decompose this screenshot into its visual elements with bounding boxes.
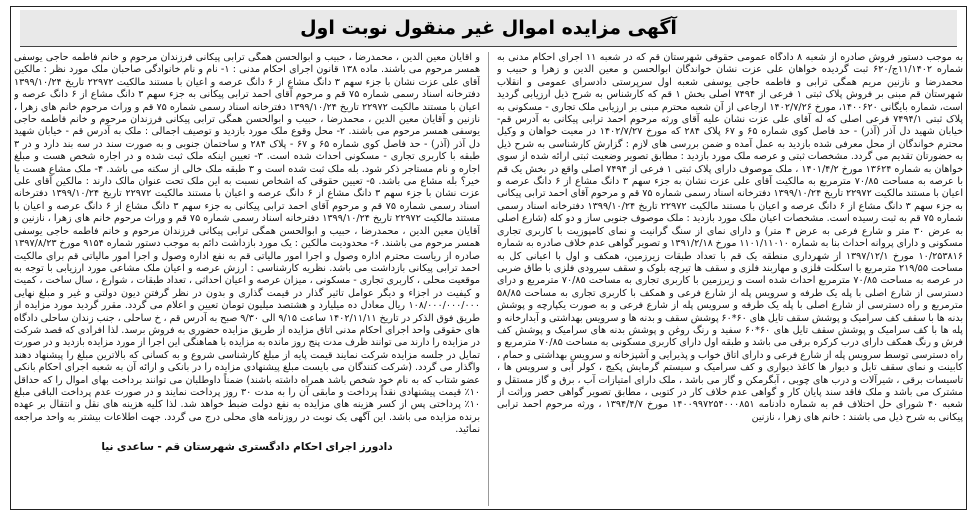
notice-columns — [14, 52, 963, 506]
title-bar — [20, 10, 957, 47]
right-column — [497, 52, 963, 506]
notice-title: آگهی مزایده اموال غیر منقول نوبت اول — [300, 17, 677, 39]
column-divider — [488, 52, 489, 506]
right-column-text: به موجب دستور فروش صادره از شعبه ۸ دادگاه عمومی حقوقی شهرستان قم که در شعبه ۱۱ اجرای احکام مدنی به شماره ۱۱/۱۴۰۲ج/۶۲۰ ثبت گردیده خواهان علی عزت نشان خواندگان ابوالحسن و معین الدین و زهرا و حبیب و محمدرضا و نازنین مریم همگی ترابی و فاطمه حاجی یوسفی شعبه اول سرپرستی دادسرای عمومی و انقلاب شهرستان قم مبنی بر فروش پلاک ثبتی ۱ فرعی از ۷۴۹۴ اصلی بخش ۱ قم که کارشناس به شرح ذیل ارزیابی گردید است، شماره بایگانی ۱۴۰۰۶۲۰، مورخ ۱۴۰۲/۷/۲۶ ارجاعی از آن شعبه محترم مبنی بر ارزیابی ملک تجاری - مسکونی به پلاک ثبتی ۷۴۹۴/۱ فرعی اصلی که له آقای علی عزت نشان علیه آقای ورثه مرحوم احمد ترابی پیکانی به آدرس قم- خیابان شهید دل آذر (آذر) - حد فاصل کوی شماره ۶۵ و ۶۷ پلاک ۲۸۴ که مورخ ۱۴۰۲/۷/۲۷ در معیت خواهان و وکیل محترم خواندگان از محل معرفی شده بازدید به عمل آمده و ضمن بررسی های لازم : گزارش کارشناسی به شرح ذیل به حضورتان تقدیم می گردد. مشخصات ثبتی و عرصه ملک مورد بازدید : مطابق تصویر وضعیت ثبتی ارائه شده از سوی خواهان به شماره ۱۳۶۲۴ مورخ ۱۴۰۱/۴/۲ ، ملک موصوف دارای پلاک ثبتی ۱ فرعی از ۷۴۹۴ اصلی واقع در بخش یک قم با عرصه به مساحت ۷۰/۸۵ مترمربع به مالکیت آقای علی عزت نشان به جزء سهم ۳ دانگ مشاع از ۶ دانگ عرصه و اعیان با مستند مالکیت ۲۲۹۷۲ تاریخ ۱۳۹۹/۱۰/۲۴ دفترخانه اسناد رسمی شماره ۷۵ قم و مرحوم آقای احمد ترابی پیکانی به جزء سهم ۳ دانگ مشاع از ۶ دانگ عرصه و اعیان با مستند مالکیت ۲۲۹۷۲ تاریخ ۱۳۹۹/۱۰/۲۴ دفترخانه اسناد رسمی شماره ۷۵ قم به ثبت رسیده است. مشخصات اعیان ملک مورد بازدید : ملک موصوف جنوبی ساز و دو کله (شارع اصلی به عرض ۳۰ متر و شارع فرعی به عرض ۴ متر) و دارای نمای از سنگ گرانیت و نمای کامپوزیت با کاربری تجاری مسکونی و دارای پروانه احداث بنا به شماره ۱۱۰۱/۱۱۰۱۰ مورخ ۱۳۹۱/۲/۱۸ و تصویر گواهی عدم خلاف صادره به شماره ۱۰/۲۵۳۸۱۶ مورخ ۱۳۹۷/۱۲/۱ از شهرداری منطقه یک قم با تعداد طبقات زیرزمین، همکف و اول با اعیانی کل به مساحت ۲۱۹/۵۵ مترمربع با اسکلت فلزی و مهاربند فلزی و سقف ها تیرچه بلوک و سقف سیرودی فلزی با طاق ضربی در عرصه به مساحت ۷۰/۸۵ مترمربع احداث شده است و زیرزمین با کاربری تجاری به مساحت ۷۰/۸۵ مترمربع و درای دسترسی از شارع اصلی با پله یک طرفه و سرویس پله از شارع فرعی و همکف با کاربری تجاری به مساحت ۵۸/۸۵ مترمربع و راه دسترسی از شارع اصلی با پله یک طرفه و سرویس پله از شارع فرعی و به صورت یکپارچه و پوشش بدنه ها با سقف کف سرامیک و پوشش سقف تایل های ۶۰*۶۰ پوشش سقف و بدنه ها و سرویس بهداشتی و آبدارخانه و پله ها با کف سرامیک و پوشش سقف تایل های ۶۰*۶۰ سفید و رنگ روغن و پوشش بدنه های سرامیک و پوشش کف فرش و رنگ همکف دارای درب کرکره برقی می باشد و طبقه اول دارای کاربری مسکونی به مساحت ۷۰/۸۵ مترمربع و راه دسترسی توسط سرویس پله از شارع فرعی و دارای اتاق خواب و پذیرایی و آشپزخانه و سرویس بهداشتی و حمام ، کابینت و نمای سقف تایل و دیوار ها کاغذ دیواری و کف سرامیک و سیستم گرمایش پکیج ، کولر آبی و سرویس ها ، تاسیسات برقی ، شیرآلات و درب های چوبی ، آبگرمکن و گاز می باشد ، ملک دارای امتیازات آب ، برق و گاز مستقل و مشترک می باشد و ملک فاقد سند پایان کار و گواهی عدم خلاف کار در کتوبی ، مطابق تصویر گواهی حصر وراثت از شعبه ۴۰ شورای حل اختلاف قم به شماره دادنامه ۱۴۰۰۹۹۷۲۵۴۰۰۰۸۵۱ مورخ ۱۳۹۴/۴/۷ ، ورثه مرحوم احمد ترابی پیکانی به شرح ذیل می باشند : خانم های زهرا ، نازنین — [497, 52, 963, 423]
left-column-text: و آقایان معین الدین ، محمدرضا ، حبیب و ابوالحسن همگی ترابی پیکانی فرزندان مرحوم و خانم فاطمه حاجی یوسفی همسر مرحوم می باشند. ماده ۱۳۸ قانون اجرای احکام مدنی : ۱- نام و نام خانوادگی صاحبان ملک مورد نظر : مالکین آقای علی عزت نشان با جزء سهم ۳ دانگ مشاع از ۶ دانگ عرصه و اعیان با مستند مالکیت ۲۲۹۷۲ تاریخ ۱۳۹۹/۱۰/۲۴ دفترخانه اسناد رسمی شماره ۷۵ قم و مرحوم آقای احمد ترابی پیکانی به جزء سهم ۳ دانگ مشاع از ۶ دانگ عرصه و اعیان با مستند مالکیت ۲۲۹۷۲ تاریخ ۱۳۹۹/۱۰/۲۴ دفترخانه اسناد رسمی شماره ۷۵ قم و وراث مرحوم خانم های زهرا ، نازنین و آقایان معین الدین ، محمدرضا ، حبیب و ابوالحسن همگی ترابی پیکانی فرزندان مرحوم و خانم فاطمه حاجی یوسفی همسر مرحوم می باشند. ۲- محل وقوع ملک مورد بازدید و توصیف اجمالی : ملک به آدرس قم - خیابان شهید دل آذر (آذر) - حد فاصل کوی شماره ۶۵ و ۶۷ - پلاک ۲۸۴ و ساختمان جنوبی و به صورت سند در سه بند دارد و در ۳ طبقه با کاربری تجاری - مسکونی احداث شده است. ۳- تعیین اینکه ملک ثبت شده و در اجاره شخص هست و مبلغ اجاره و نام مستاجر ذکر شود. بله ملک ثبت شده است و ۳ طبقه ملک خالی از سکنه می باشد. ۴- ملک مشاع هست یا خیر؟ بله مشاع می باشد. ۵- تعیین حقوقی که اشخاص نسبت به این ملک تحت عنوان مالک دارند : مالکین آقای علی عزت نشان با جزء سهم ۳ دانگ مشاع از ۶ دانگ عرصه و اعیان با مستند مالکیت ۲۲۹۷۲ تاریخ ۱۳۹۹/۱۰/۲۴ دفترخانه اسناد رسمی شماره ۷۵ قم و مرحوم آقای احمد ترابی پیکانی به جزء سهم ۳ دانگ مشاع از ۶ دانگ عرصه و اعیان با مستند مالکیت ۲۲۹۷۲ تاریخ ۱۳۹۹/۱۰/۲۴ دفترخانه اسناد رسمی شماره ۷۵ قم و وراث مرحوم خانم های زهرا ، نازنین و آقایان معین الدین ، محمدرضا ، حبیب و ابوالحسن همگی ترابی پیکانی فرزندان مرحوم و خانم فاطمه حاجی یوسفی همسر مرحوم می باشند. ۶- محدودیت مالکین : یک مورد بازداشت دائم به موجب دستور شماره ۹۱۵۴ مورخ ۱۳۹۷/۸/۲۳ صادره از ریاست محترم اداره وصول و اجرا امور مالیاتی قم به نفع اداره وصول و اجرا امور مالیاتی قم برای مالکیت احمد ترابی پیکانی بازداشت می باشد. نظریه کارشناسی : ارزش عرصه و اعیان ملک مشاعی مورد ارزیابی با توجه به موقعیت محلی ، کاربری تجاری - مسکونی ، میزان عرصه و اعیان احداثی ، تعداد طبقات ، شوارع ، سال ساخت ، کمیت و کیفیت در اجزاء و دیگر عوامل تاثیر گذار در قیمت گذاری و بدون در نظر گرفتن دیون دولتی و غیر و مبلغ نهایی ۱۰۸/۰۰۰/۰۰۰/۰۰۰ ریال معادل ده میلیارد و هشتصد میلیون تومان تعیین و اعلام می گردد. مقرر گردید مورد مزایده از طریق فوق الذکر در تاریخ ۱۴۰۲/۱۱/۱۱ ساعت ۹/۱۵ الی ۹/۳۰ صبح به آدرس قم ، خ ساحلی ، جنب زندان ساحلی دادگاه های حقوقی واحد اجرای احکام مدنی اتاق مزایده از طریق مزایده حضوری به فروش برسد. لذا افرادی که قصد شرکت در مزایده را دارند می توانند ظرف مدت پنج روز مانده به مزایده با هماهنگی این اجرا از مورد مزایده بازدید و در صورت تمایل در جلسه مزایده شرکت نمایند قیمت پایه از مبلغ کارشناسی شروع و به کسانی که بالاترین مبلغ را پیشنهاد دهند واگذار می گردد. (شرکت کنندگان می بایست مبلغ پیشنهادی مزایده را در بانکی و ارائه آن به شعبه اجرای احکام بانکی عضو شتاب که به نام خود شخص باشد همراه داشته باشند) ضمناً داوطلبان می توانند برداخت بهای اموال را که حداقل ۱۰٪ قیمت پیشنهادی نقداً پرداخت و مابقی آن را به مدت ۳۰ روز پرداخت نمایند و در صورت عدم پرداخت الباقی مبلغ ۱۰٪ پرداختی پس از کسر هزینه های مزایده به نفع دولت ضبط خواهد شد. لذا کلیه هزینه های نقل و انتقال بر عهده برنده مزایده می باشد. این آگهی یک نوبت در روزنامه های محلی درج می گردد. جهت اطلاعات بیشتر به واحد مراجعه نمائید. — [14, 52, 480, 436]
signature: دادورز اجرای احکام دادگستری شهرستان قم - ساعدی نیا — [101, 440, 393, 453]
left-column — [14, 52, 480, 506]
